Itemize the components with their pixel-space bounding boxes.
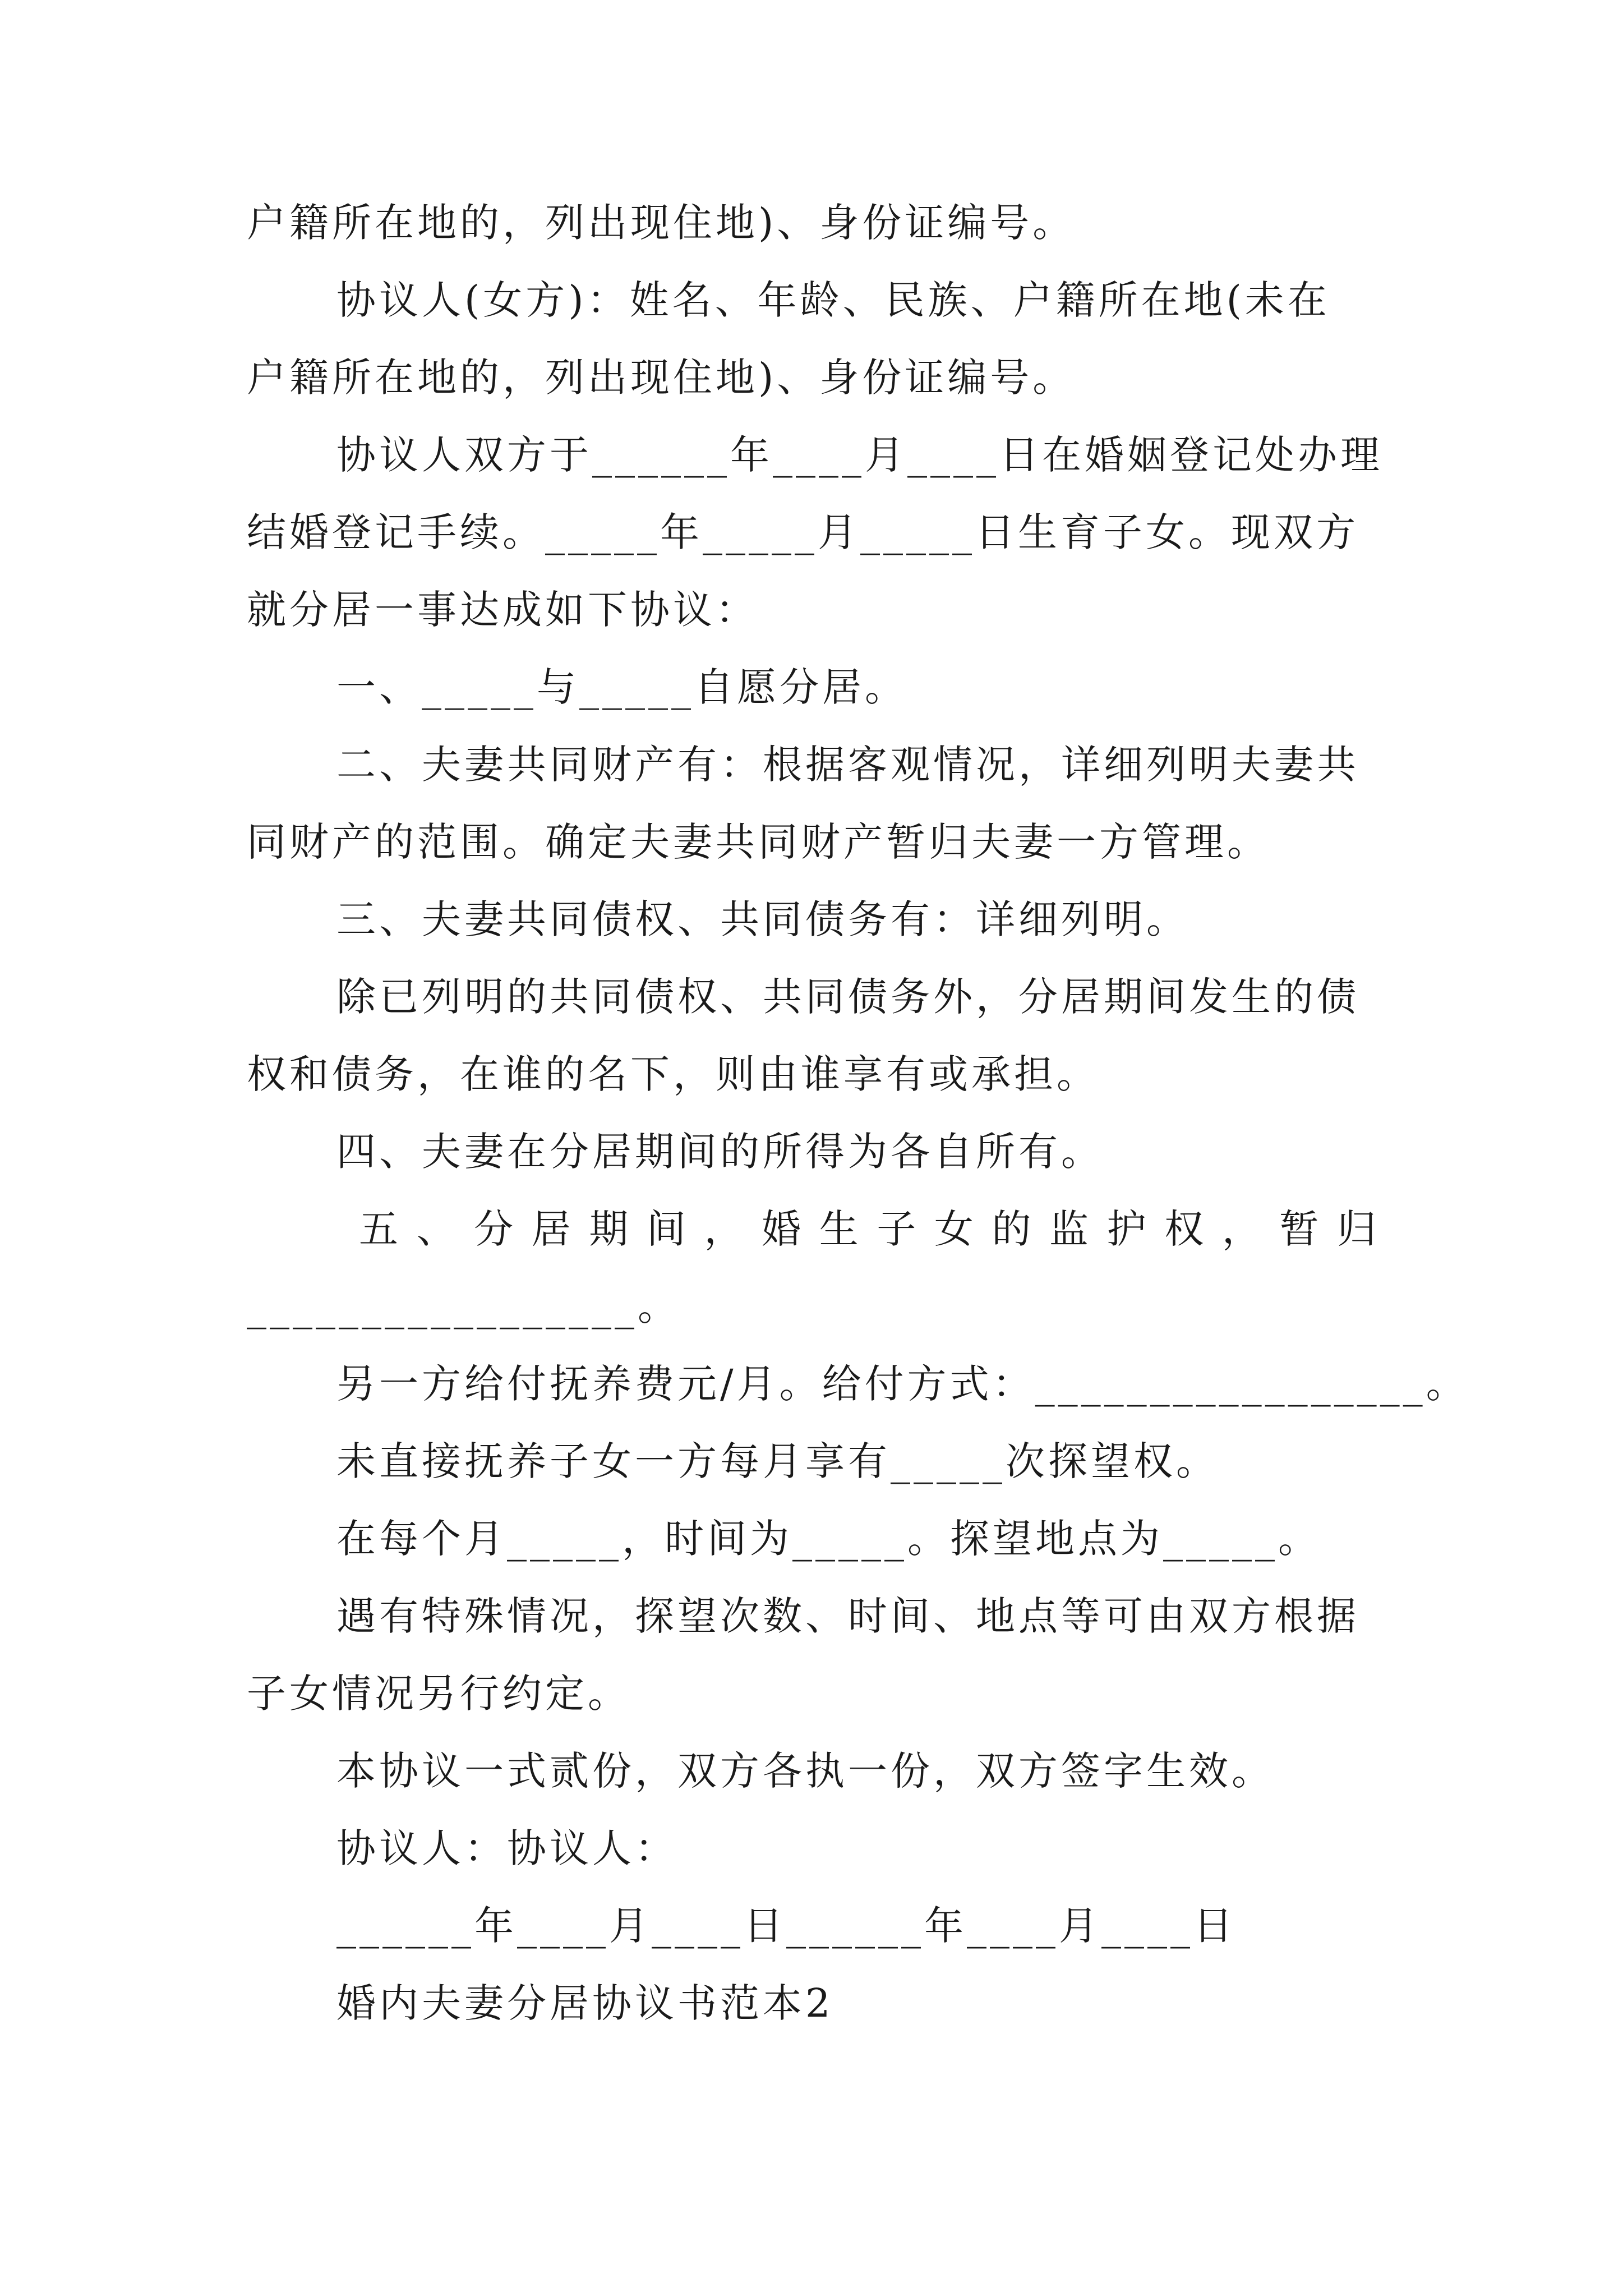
paragraph-line: 权和债务，在谁的名下，则由谁享有或承担。: [247, 1051, 1099, 1097]
paragraph-line: 二、夫妻共同财产有：根据客观情况，详细列明夫妻共: [336, 742, 1359, 788]
paragraph-line: 遇有特殊情况，探望次数、时间、地点等可由双方根据: [336, 1593, 1359, 1639]
paragraph-line: 除已列明的共同债权、共同债务外，分居期间发生的债: [336, 974, 1359, 1020]
paragraph-line: 一、_____与_____自愿分居。: [336, 664, 907, 710]
paragraph-line: 同财产的范围。确定夫妻共同财产暂归夫妻一方管理。: [247, 819, 1270, 865]
paragraph-line: 协议人(女方)：姓名、年龄、民族、户籍所在地(未在: [336, 277, 1330, 323]
paragraph-line: 四、夫妻在分居期间的所得为各自所有。: [336, 1129, 1104, 1175]
paragraph-line: 就分居一事达成如下协议：: [247, 587, 758, 633]
paragraph-line: 在每个月_____，时间为_____。探望地点为_____。: [336, 1516, 1321, 1562]
paragraph-line: 三、夫妻共同债权、共同债务有：详细列明。: [336, 896, 1189, 942]
paragraph-line: 五、分居期间，婚生子女的监护权，暂归: [359, 1206, 1380, 1252]
paragraph-line: 本协议一式贰份，双方各执一份，双方签字生效。: [336, 1748, 1274, 1794]
paragraph-line: 协议人双方于______年____月____日在婚姻登记处办理: [336, 432, 1383, 478]
paragraph-line: _________________。: [247, 1283, 680, 1329]
paragraph-line: 子女情况另行约定。: [247, 1671, 630, 1717]
paragraph-line: 结婚登记手续。_____年_____月_____日生育子女。现双方: [247, 509, 1359, 555]
paragraph-line: 户籍所在地的，列出现住地)、身份证编号。: [247, 200, 1076, 246]
paragraph-line: 户籍所在地的，列出现住地)、身份证编号。: [247, 355, 1076, 401]
signature-date-line: ______年____月____日______年____月____日: [336, 1903, 1236, 1949]
section-heading: 婚内夫妻分居协议书范本2: [336, 1980, 834, 2026]
signature-label-line: 协议人：协议人：: [336, 1825, 677, 1871]
paragraph-line: 未直接抚养子女一方每月享有_____次探望权。: [336, 1438, 1219, 1484]
paragraph-line: 另一方给付抚养费元/月。给付方式：_________________。: [336, 1361, 1469, 1407]
